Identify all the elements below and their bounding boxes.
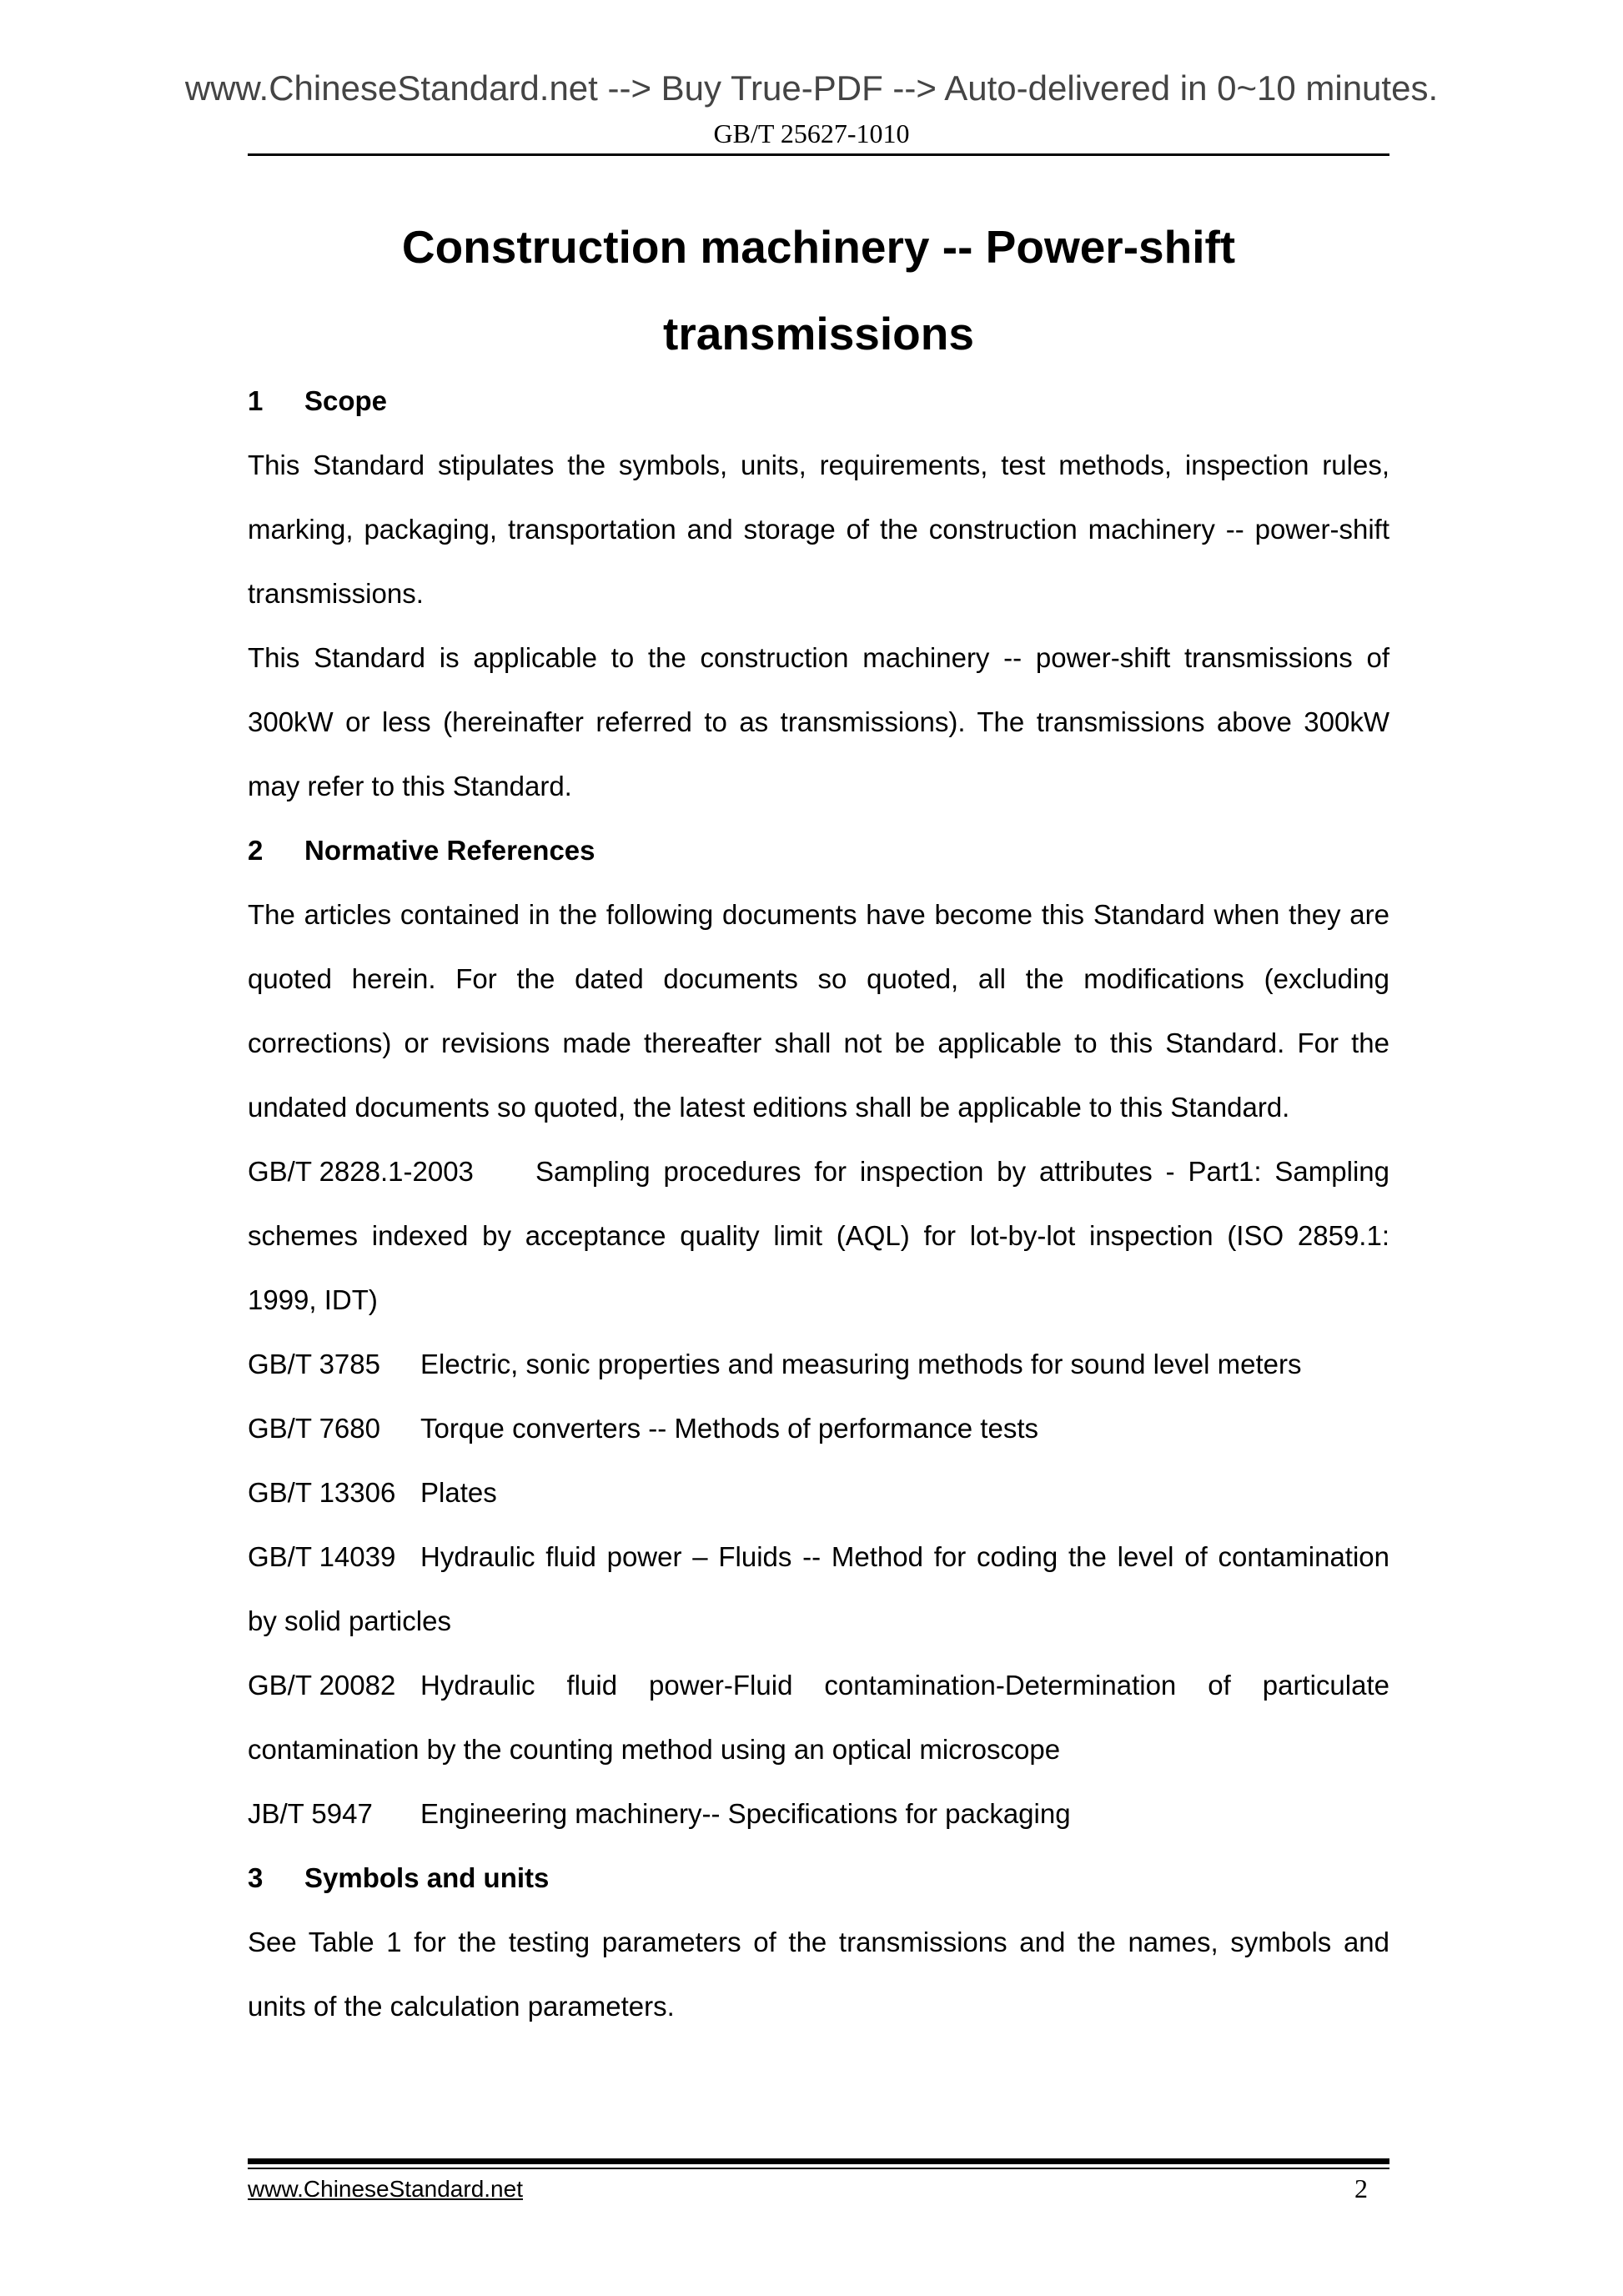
reference-title: Sampling procedures for inspection by attributes - Part1: Sampling schemes indexed by acceptance quality limit (AQL) for lot-by-lot inspection (ISO 2859.1: 1999, IDT) [248, 1156, 1389, 1315]
header-divider [248, 153, 1389, 156]
section-title: Scope [304, 385, 388, 416]
section-number: 3 [248, 1862, 264, 1893]
reference-item [248, 1460, 1389, 1525]
page-number: 2 [1354, 2173, 1368, 2203]
title-line-1: Construction machinery -- Power-shift [401, 221, 1236, 273]
reference-item [248, 1332, 1389, 1396]
section-heading-references [248, 818, 1389, 882]
section-number: 2 [248, 835, 264, 866]
footer-divider-thick [248, 2158, 1389, 2164]
section-heading-scope [248, 369, 1389, 433]
reference-item [248, 1781, 1389, 1846]
paragraph: See Table 1 for the testing parameters of the transmissions and the names, symbols and units of the calculation parameters. [248, 1927, 1389, 2022]
paragraph: The articles contained in the following documents have become this Standard when they are quoted herein. For the dated documents so quoted, all the modifications (excluding corrections) or revisions made thereafter shall not be applicable to this Standard. For the undated documents so quoted, the latest editions shall be applicable to this Standard. [248, 899, 1389, 1123]
reference-title: Hydraulic fluid power – Fluids -- Method for coding the level of contamination by solid particles [248, 1541, 1389, 1636]
footer-website-link[interactable]: www.ChineseStandard.net [248, 2176, 523, 2202]
reference-title: Engineering machinery-- Specifications for packaging [420, 1798, 1071, 1829]
reference-title: Hydraulic fluid power-Fluid contamination-Determination of particulate contamination by the counting method using an optical microscope [248, 1670, 1389, 1765]
reference-item [248, 1396, 1389, 1460]
section-heading-symbols [248, 1846, 1389, 1910]
reference-item [248, 1525, 1389, 1653]
section-number: 1 [248, 385, 264, 416]
reference-code: GB/T 7680 [248, 1413, 380, 1444]
document-title [248, 203, 1389, 377]
reference-code: GB/T 14039 [248, 1541, 396, 1572]
reference-title: Plates [420, 1477, 497, 1508]
reference-title: Electric, sonic properties and measuring methods for sound level meters [420, 1349, 1302, 1379]
document-body [248, 369, 1389, 2038]
section-title: Symbols and units [304, 1862, 550, 1893]
reference-item [248, 1653, 1389, 1781]
reference-code: JB/T 5947 [248, 1798, 373, 1829]
reference-title: Torque converters -- Methods of performance tests [420, 1413, 1038, 1444]
paragraph: This Standard is applicable to the construction machinery -- power-shift transmissions of 300kW or less (hereinafter referred to as transmissions). The transmissions above 300kW may refer to this Standard. [248, 642, 1389, 801]
footer-divider-thin [248, 2168, 1389, 2169]
reference-code: GB/T 2828.1-2003 [248, 1156, 474, 1187]
reference-code: GB/T 20082 [248, 1670, 396, 1701]
title-line-2: transmissions [663, 308, 974, 359]
reference-item [248, 1139, 1389, 1332]
reference-code: GB/T 3785 [248, 1349, 380, 1379]
paragraph: This Standard stipulates the symbols, units, requirements, test methods, inspection rules, marking, packaging, transportation and storage of the construction machinery -- power-shift transmissions. [248, 450, 1389, 609]
header-banner: www.ChineseStandard.net --> Buy True-PDF --> Auto-delivered in 0~10 minutes. [184, 68, 1439, 108]
reference-code: GB/T 13306 [248, 1477, 396, 1508]
section-title: Normative References [304, 835, 595, 866]
document-code: GB/T 25627-1010 [713, 118, 910, 148]
